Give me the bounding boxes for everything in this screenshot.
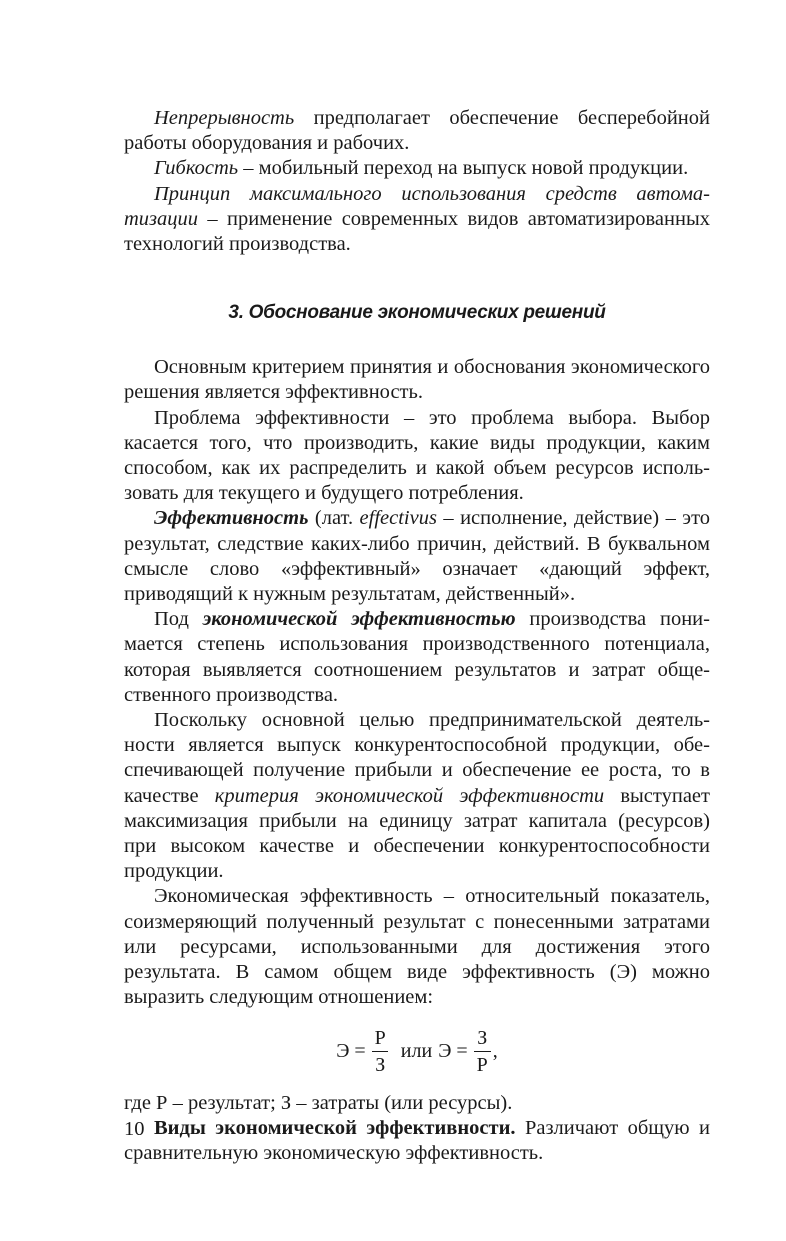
efficiency-formula [124, 1021, 710, 1083]
paragraph-efficiency-definition [124, 506, 710, 607]
paragraph-choice-problem: Проблема эффективности – это проблема выбора. Выбор касается того, что производить, какие виды продукции, каким способом, как их распределить и какой объем ресурсов использовать для текущего и будущего потребления. [124, 406, 710, 505]
paragraph-text: – применение современных видов автоматизированных технологий производства. [124, 207, 710, 256]
types-heading: Виды экономической эффективности. [154, 1116, 516, 1139]
paragraph-automation [124, 182, 710, 258]
latin-word: effectivus [359, 507, 437, 530]
paragraph-text: – мобильный переход на выпуск новой продукции. [238, 157, 689, 180]
paragraph-flexibility [124, 156, 710, 181]
term-efficiency: Эффективность [154, 507, 309, 530]
formula-legend: где Р – результат; З – затраты (или ресурсы). [124, 1091, 513, 1114]
fraction-denominator: З [372, 1051, 388, 1078]
paragraph-text: Поскольку основной целью предпринимательской деятельности является выпуск конкурентоспособной продукции, обеспечивающей получение прибыли и обеспечение ее роста, то в качестве [124, 709, 710, 807]
fraction-result-over-costs [372, 1025, 389, 1078]
formula-lhs-1: Э = [336, 1040, 366, 1062]
page-number: 10 [124, 1118, 145, 1140]
formula-trailing-comma: , [492, 1040, 498, 1062]
paragraph-efficiency-criterion [124, 708, 710, 884]
paragraph-text: предполагает обеспечение бесперебойной работы оборудования и рабочих. [124, 107, 710, 155]
paragraph-continuity [124, 106, 710, 156]
formula-lhs-2: Э = [438, 1040, 468, 1062]
paragraph-text: Различают общую и сравнительную экономическую эффективность. [124, 1116, 710, 1164]
term-continuity: Непрерывность [154, 107, 295, 129]
section-heading: 3. Обоснование экономических решений [228, 302, 606, 324]
fraction-denominator: Р [474, 1051, 491, 1078]
paragraph-criterion: Основным критерием принятия и обоснования экономического решения является эффективность. [124, 356, 710, 404]
paragraph-text: производства понимается степень использования производственного потенциала, которая выявляется соотношением результатов и затрат общественного производства. [124, 608, 710, 706]
paragraph-text: – исполнение, действие) – это результат, следствие каких-либо причин, действий. В буквальном смысле слово «эффективный» означает «дающий эффект, приводящий к нужным результатам, действенный». [124, 507, 711, 606]
fraction-numerator: Р [374, 1027, 386, 1049]
fraction-costs-over-result [474, 1025, 491, 1078]
term-flexibility: Гибкость [154, 157, 239, 180]
paragraph-economic-efficiency [124, 607, 710, 708]
term-efficiency-criterion: критерия экономической эффективности [214, 784, 605, 807]
paragraph-text: Под [154, 608, 203, 631]
paragraph-relative-indicator: Экономическая эффективность – относительный показатель, соизмеряющий полученный результат с понесенными затратами или ресурсами, использованными для достижения этого результата. В самом общем виде эффективность (Э) можно выразить следующим отношением: [124, 885, 710, 1009]
paragraph-text: (лат. [308, 507, 360, 530]
formula-connector: или [400, 1040, 433, 1062]
paragraph-types [124, 1116, 710, 1166]
page-body [124, 106, 710, 1166]
paragraph-text: выступает максимизация прибыли на единицу затрат капитала (ресурсов) при высоком качестве и обеспечении конкурентоспособности продукции. [124, 784, 710, 883]
term-automation: Принцип максимального использования средств автоматизации [124, 182, 710, 230]
fraction-numerator: З [477, 1027, 488, 1049]
term-economic-efficiency: экономической эффективностью [202, 608, 516, 631]
